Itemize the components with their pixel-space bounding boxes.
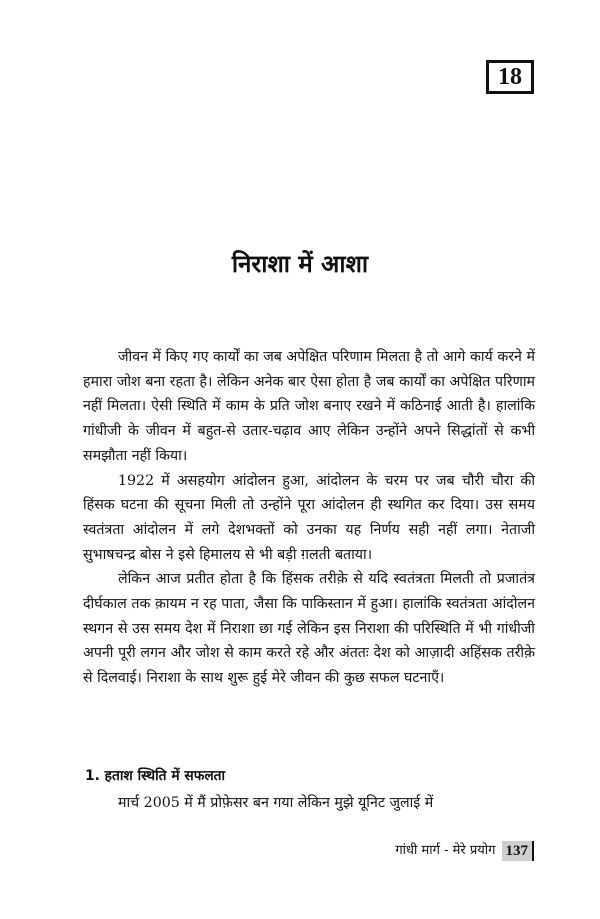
paragraph-2: 1922 में असहयोग आंदोलन हुआ, आंदोलन के चरम पर जब चौरी चौरा की हिंसक घटना की सूचना मिली तो उन्होंने पूरा आंदोलन ही स्थगित कर दिया। उस समय स्वतंत्रता आंदोलन में लगे देशभक्तों को उनका यह निर्णय सही नहीं लगा। नेताजी सुभाषचन्द्र बोस ने इसे हिमालय से भी बड़ी ग़लती बताया। — [83, 472, 535, 563]
section-paragraph: मार्च 2005 में मैं प्रोफ़ेसर बन गया लेकिन मुझे यूनिट जुलाई में — [118, 795, 434, 811]
paragraph-1: जीवन में किए गए कार्यों का जब अपेक्षित परिणाम मिलता है तो आगे कार्य करने में हमारा जोश बना रहता है। लेकिन अनेक बार ऐसा होता है जब कार्यों का अपेक्षित परिणाम नहीं मिलता। ऐसी स्थिति में काम के प्रति जोश बनाए रखने में कठिनाई आती है। हालांकि गांधीजी के जीवन में बहुत-से उतार-चढ़ाव आए लेकिन उन्होंने अपने सिद्धांतों से कभी समझौता नहीं किया। — [83, 349, 535, 464]
section-heading: 1. हताश स्थिति में सफलता — [85, 768, 226, 784]
page-number: 137 — [502, 841, 535, 861]
paragraph-3: लेकिन आज प्रतीत होता है कि हिंसक तरीक़े से यदि स्वतंत्रता मिलती तो प्रजातंत्र दीर्घकाल तक क़ायम न रह पाता, जैसा कि पाकिस्तान में हुआ। हालांकि स्वतंत्रता आंदोलन स्थगन से उस समय देश में निराशा छा गई लेकिन इस निराशा की परिस्थिति में भी गांधीजी अपनी पूरी लगन और जोश से काम करते रहे और अंततः देश को आज़ादी अहिंसक तरीक़े से दिलवाई। निराशा के साथ शुरू हुई मेरे जीवन की कुछ सफल घटनाएँ। — [83, 571, 535, 687]
footer-book-title: गांधी मार्ग - मेरे प्रयोग — [395, 843, 496, 858]
chapter-number: 18 — [498, 64, 522, 90]
page-footer — [395, 841, 534, 861]
chapter-title: निराशा में आशा — [231, 250, 369, 278]
chapter-number-box — [486, 60, 534, 94]
chapter-body — [83, 345, 535, 691]
